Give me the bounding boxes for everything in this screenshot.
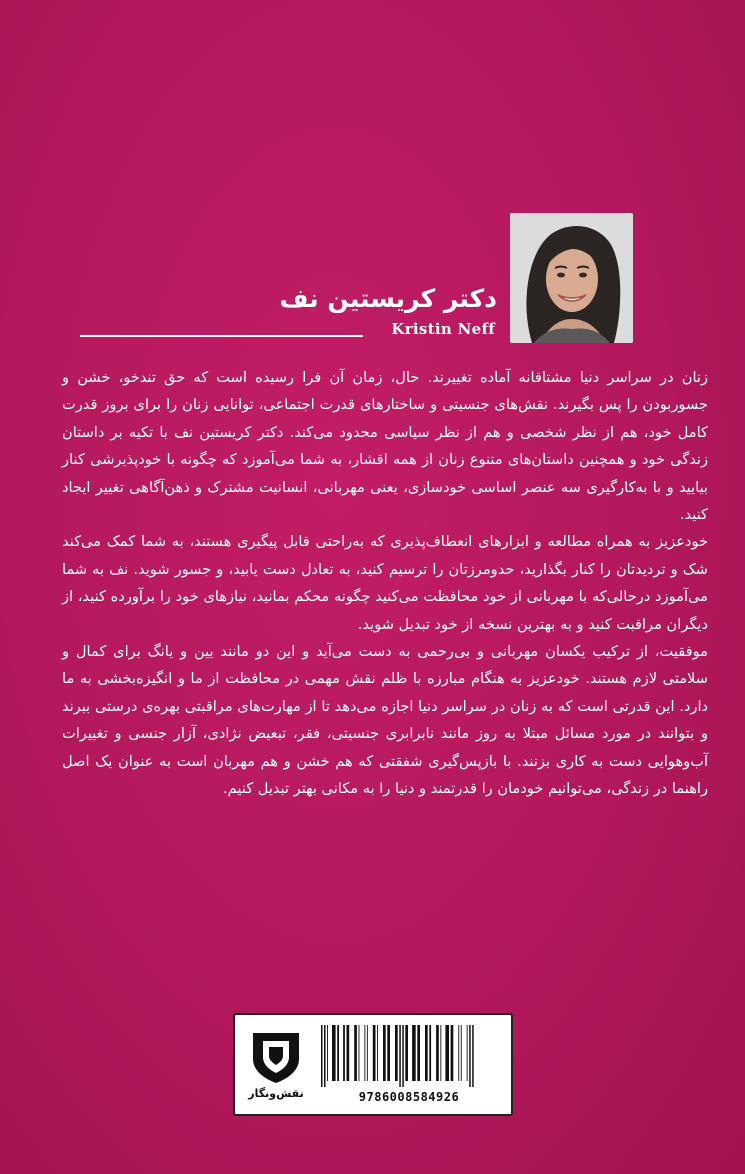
- barcode-bar: [387, 1025, 390, 1081]
- author-name-english: Kristin Neff: [391, 320, 495, 338]
- barcode-bar: [347, 1025, 350, 1081]
- barcode-bar: [451, 1025, 454, 1081]
- barcode-bar: [461, 1025, 462, 1081]
- barcode-bar: [359, 1025, 360, 1081]
- barcode-bar: [472, 1025, 474, 1087]
- barcode-bar: [383, 1025, 386, 1081]
- barcode-bar: [405, 1025, 408, 1081]
- author-photo: [510, 213, 633, 343]
- barcode-bars: [319, 1025, 499, 1087]
- barcode-bar: [343, 1025, 345, 1081]
- barcode-bar: [440, 1025, 441, 1081]
- barcode-bar: [321, 1025, 323, 1087]
- barcode-bar: [373, 1025, 376, 1081]
- barcode-bar: [425, 1025, 428, 1081]
- barcode-bar: [354, 1025, 357, 1081]
- barcode-bar: [364, 1025, 365, 1081]
- barcode-bar: [445, 1025, 449, 1081]
- barcode-bar: [399, 1025, 401, 1087]
- barcode-panel: [233, 1013, 513, 1116]
- blurb-paragraph-3: موفقیت، از ترکیب یکسان مهربانی و بی‌رحمی به دست می‌آید و این دو مانند یین و یانگ برای کمال و سلامتی لازم هستند. خودعزیز به هنگام مبارزه با ظلم نقش مهمی در محافظت از ما و انگیزه‌بخشی به ما دارد. این قدرتی است که به زنان در سراسر دنیا اجازه می‌دهد تا از مهارت‌های مراقبتی بهره‌ی درستی ببرند و بتوانند در مورد مسائل مبتلا به روز مانند نابرابری جنسیتی، فقر، تبعیض نژادی، آزار جنسی و تغییرات آب‌وهوایی دست به کاری بزنند. با بازپس‌گیری شفقتی که هم خشن و هم مهربان است به عنوان یک اصل راهنما در زندگی، می‌توانیم خودمان را قدرتمند و دنیا را به مکانی بهتر تبدیل کنیم.: [62, 643, 708, 798]
- barcode-bar: [395, 1025, 398, 1081]
- isbn-number: 9786008584926: [358, 1090, 460, 1104]
- barcode-graphic: [319, 1025, 499, 1087]
- barcode-bar: [467, 1025, 468, 1081]
- barcode-bar: [429, 1025, 431, 1081]
- barcode-bar: [337, 1025, 339, 1081]
- barcode-bar: [417, 1025, 420, 1081]
- blurb-text: [62, 364, 708, 803]
- barcode-bar: [469, 1025, 471, 1087]
- publisher-logo-icon: [247, 1027, 305, 1085]
- barcode-bar: [367, 1025, 368, 1081]
- author-name-persian: دکتر کریستین نف: [279, 284, 497, 313]
- barcode-bar: [332, 1025, 336, 1081]
- barcode-bar: [402, 1025, 404, 1087]
- publisher-name: نقش‌ونگار: [248, 1087, 304, 1100]
- barcode-bar: [412, 1025, 416, 1081]
- barcode-bar: [377, 1025, 378, 1081]
- publisher-logo: [247, 1027, 305, 1103]
- barcode-bar: [324, 1025, 326, 1087]
- divider-line: [80, 335, 363, 337]
- blurb-paragraph-2: خودعزیز به همراه مطالعه و ابزارهای انعطاف‌پذیری که به‌راحتی قابل پیگیری هستند، به شما کمک می‌کند شک و تردیدتان را کنار بگذارید، حدومرزتان را ترسیم کنید، به تعادل دست یابید، و جسور شوید. نف به شما می‌آموزد در‌حالی‌که با مهربانی از خود محافظت می‌کنید چگونه محکم بمانید، نیازهای خود را برآورده کنید، از دیگران مراقبت کنید و به بهترین نسخه از خود تبدیل شوید.: [62, 533, 708, 633]
- blurb-paragraph-1: زنان در سراسر دنیا مشتاقانه آماده تغییرند. حال، زمان آن فرا رسیده است که حق تندخو، خشن و جسوربودن را پس بگیرند. نقش‌های جنسیتی و ساختارهای قدرت اجتماعی، توانایی زنان را برای بروز قدرت کامل خود، هم از نظر شخصی و هم از نظر سیاسی محدود می‌کند. دکتر کریستین نف با تکیه بر داستان زندگی خود و همچنین داستان‌های متنوع زنان از همه اقشار، به شما می‌آموزد که چگونه با خودپذیرشی کنار بیایید و با به‌کارگیری سه عنصر اساسی خودسازی، یعنی مهربانی، انسانیت مشترک و ذهن‌آگاهی تغییر ایجاد کنید.: [62, 369, 708, 524]
- barcode-bar: [327, 1025, 328, 1081]
- barcode-bar: [436, 1025, 439, 1081]
- barcode-bar: [458, 1025, 459, 1081]
- author-portrait-image: [510, 213, 633, 343]
